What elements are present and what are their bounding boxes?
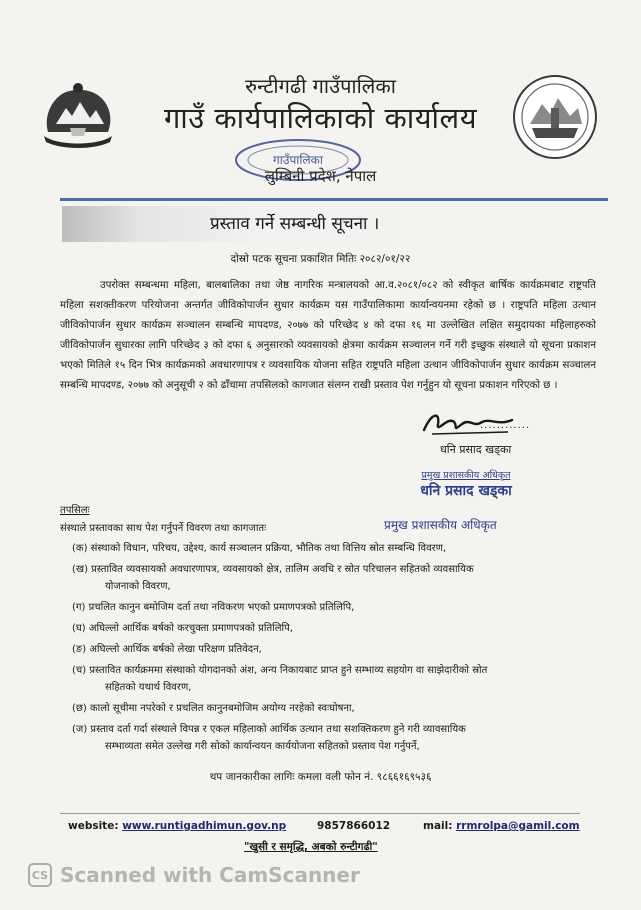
signer-name: धनि प्रसाद खड्का	[440, 443, 512, 456]
watermark-text: Scanned with CamScanner	[60, 863, 360, 887]
designation-stamp-title: प्रमुख प्रशासकीय अधिकृत	[421, 470, 511, 481]
list-item: (ज) प्रस्ताव दर्ता गर्दा संस्थाले विपन्न र एकल महिलाको आर्थिक उत्थान तथा सशक्तिकरण हुने गरी व्यावसायिक सम्भाव्यता समेत उल्लेख गरी सोको कार्यान्वयन कार्ययोजना सहितको प्रस्ताव पेश गर्नुपर्ने,	[72, 724, 466, 752]
footer-phone: 9857866012	[317, 820, 391, 832]
office-title: गाउँ कार्यपालिकाको कार्यालय	[163, 101, 478, 135]
stamp-text: गाउँपालिका	[273, 153, 323, 167]
website-link[interactable]: www.runtigadhimun.gov.np	[122, 820, 287, 832]
camscanner-watermark	[28, 862, 360, 888]
header-divider	[60, 198, 608, 201]
email-link[interactable]: rrmrolpa@gamil.com	[456, 820, 580, 832]
contact-info: थप जानकारीका लागिः कमला वली फोन नं. ९८६६१६९५३६	[209, 771, 432, 783]
signature-dots: ............	[480, 420, 531, 431]
list-item: (ख) प्रस्तावित व्यवसायको अवधारणापत्र, व्यवसायको क्षेत्र, तालिम अवधि र स्रोत परिचालन सहितको व्यवसायिक योजनाको विवरण,	[72, 564, 474, 592]
list-item: (ङ) अघिल्लो आर्थिक बर्षको लेखा परिक्षण प्रतिवेदन,	[72, 644, 262, 655]
email-label: mail:	[423, 820, 453, 832]
documents-intro: संस्थाले प्रस्तावका साथ पेश गर्नुपर्ने विवरण तथा कागजातः	[60, 523, 267, 534]
details-heading: तपसिलः	[60, 505, 90, 516]
location: लुम्बिनी प्रदेश, नेपाल	[264, 167, 377, 185]
list-item: (घ) अघिल्लो आर्थिक बर्षको करचुक्ता प्रमाणपत्रको प्रतिलिपि,	[72, 623, 293, 634]
list-item: (छ) कालो सूचीमा नपरेको र प्रचलित कानुनबमोजिम अयोग्य नरहेको स्वःघोषना,	[72, 703, 355, 714]
website-label: website:	[68, 820, 119, 832]
list-item: (ग) प्रचलित कानुन बमोजिम दर्ता तथा नविकरण भएको प्रमाणपत्रको प्रतिलिपि,	[72, 602, 355, 613]
notice-title: प्रस्ताव गर्ने सम्बन्धी सूचना ।	[210, 214, 380, 234]
list-item: (च) प्रस्तावित कार्यक्रममा संस्थाको योगदानको अंश, अन्य निकायबाट प्राप्त हुने सम्भाव्य सहयोग वा साझेदारीको स्रोत सहितको यथार्थ विवरण,	[72, 665, 488, 693]
required-documents-list	[72, 540, 612, 759]
second-publication-date: दोस्रो पटक सूचना प्रकाशित मितिः २०८२/०१/२२	[230, 253, 411, 265]
signer-position: प्रमुख प्रशासकीय अधिकृत	[384, 518, 497, 532]
municipality-name: रुन्टीगढी गाउँपालिका	[245, 74, 396, 98]
list-item: (क) संस्थाको विधान, परिचय, उद्देश्य, कार्य सञ्चालन प्रक्रिया, भौतिक तथा वित्तिय स्रोत सम्बन्धि विवरण,	[72, 543, 447, 554]
designation-stamp-name: धनि प्रसाद खड्का	[420, 483, 512, 499]
slogan: "खुसी र समृद्धि, अबको रुन्टीगढी"	[244, 841, 378, 853]
footer-divider	[60, 813, 580, 814]
footer-email	[423, 820, 580, 832]
notice-body: उपरोक्त सम्बन्धमा महिला, बालबालिका तथा जेष्ठ नागरिक मन्त्रालयको आ.व.२०८१/०८२ को स्वीकृत बार्षिक कार्यक्रमबाट राष्ट्रपति महिला सशक्तीकरण परियोजना अन्तर्गत जीविकोपार्जन सुधार कार्यक्रम यस गाउँपालिकामा कार्यान्वयनमा रहेको छ । राष्ट्रपति महिला उत्थान जीविकोपार्जन सुधार कार्यक्रम सञ्चालन सम्बन्धि मापदण्ड, २०७७ को परिच्छेद ४ को दफा १६ मा उल्लेखित लक्षित समुदायका महिलाहरुको जीविकोपार्जन सुधारका लागि परिच्छेद ३ को दफा ६ अनुसारको व्यवसायको क्षेत्रमा कार्यक्रम सञ्चालन गर्ने गरी इच्छुक संस्थाले यो सूचना प्रकाशन भएको मितिले १५ दिन भित्र कार्यक्रमको अवधारणापत्र र व्यवसायिक योजना सहित राष्ट्रपति महिला उत्थान जीविकोपार्जन सुधार कार्यक्रम सञ्चालन सम्बन्धि मापदण्ड, २०७७ को अनुसूची २ को ढाँचामा तपसिलको कागजात संलग्न राखी प्रस्ताव पेश गर्नुहुन यो सूचना प्रकाशन गरिएको छ ।	[60, 280, 596, 391]
footer-website	[68, 820, 286, 832]
camscanner-logo-icon: CS	[28, 863, 52, 887]
